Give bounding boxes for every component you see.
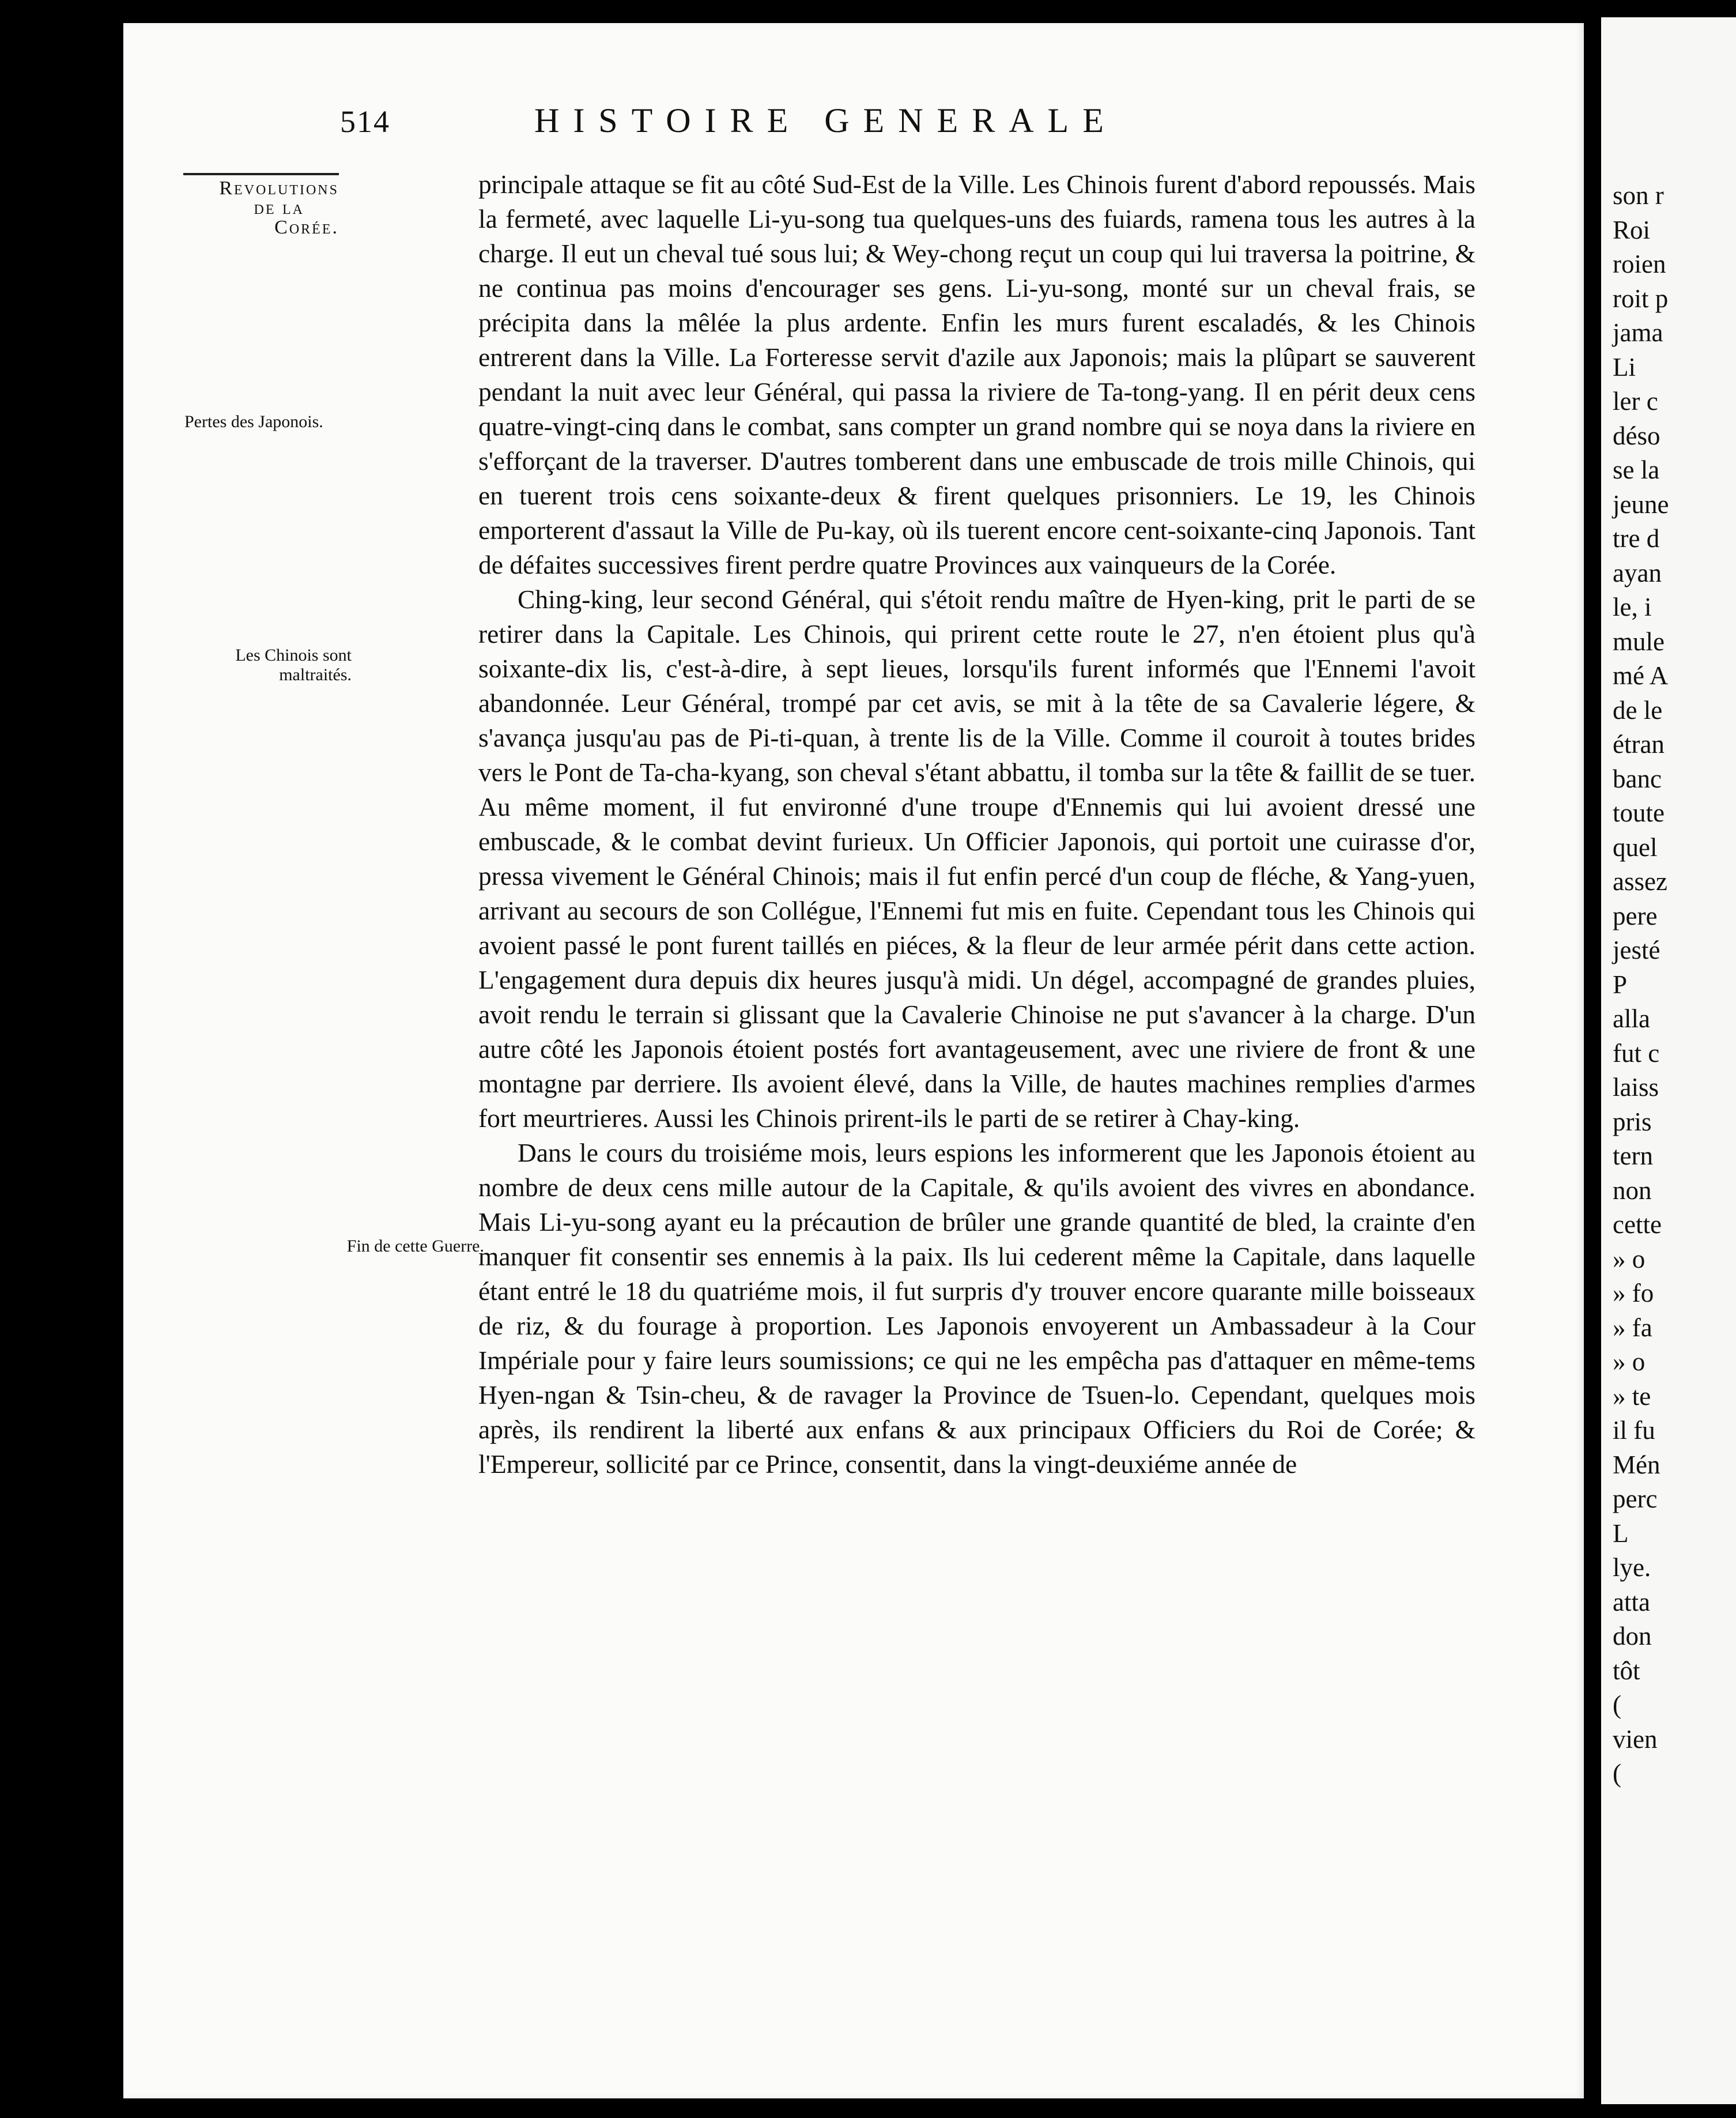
section-note-line: de la [254, 197, 304, 218]
facing-page-line: ( [1613, 1690, 1621, 1719]
facing-page-line: » te [1613, 1381, 1651, 1411]
facing-page-line: vien [1613, 1724, 1658, 1754]
facing-page-line: alla [1613, 1004, 1650, 1033]
margin-note-chinois: Les Chinois sont maltraités. [235, 646, 352, 684]
facing-page-line: » o [1613, 1244, 1646, 1273]
facing-page-line: non [1613, 1175, 1652, 1205]
facing-page-line: roit p [1613, 284, 1669, 313]
paragraph: Ching-king, leur second Général, qui s'étoit rendu maître de Hyen-king, prit le parti de se retirer dans la Capitale. Les Chinois, qui prirent cette route le 27, n'en étoient plus qu'à soixante-dix lis, c'est-à-dire, à sept lieues, lorsqu'ils furent informés que l'Ennemi l'avoit abandonnée. Leur Général, trompé par cet avis, se mit à la tête de sa Cavalerie légere, & s'avança jusqu'au pas de Pi-ti-quan, à trente lis de la Ville. Comme il couroit à toutes brides vers le Pont de Ta-cha-kyang, son cheval s'étant abbattu, il tomba sur la tête & faillit de se tuer. Au même moment, il fut environné d'une troupe d'Ennemis qui lui avoient dressé une embuscade, & le combat devint furieux. Un Officier Japonois, qui portoit une cuirasse d'or, pressa vivement le Général Chinois; mais il fut enfin percé d'un coup de fléche, & Yang-yuen, arrivant au secours de son Collégue, l'Ennemi fut mis en fuite. Cependant tous les Chinois qui avoient passé le pont furent taillés en piéces, & la fleur de leur armée périt dans cette action. L'engagement dura depuis dix heures jusqu'à midi. Un dégel, accompagné de grandes pluies, avoit rendu le terrain si glissant que la Cavalerie Chinoise ne put s'avancer à la charge. D'un autre côté les Japonois étoient postés fort avantageusement, avec une riviere de front & une montagne par derriere. Ils avoient élevé, dans la Ville, de hautes machines remplies d'armes fort meurtrieres. Aussi les Chinois prirent-ils le parti de se retirer à Chay-king. [478, 585, 1475, 1133]
section-note-line: Revolutions [219, 178, 339, 199]
page-number: 514 [340, 104, 390, 139]
facing-page-line: pere [1613, 901, 1658, 930]
facing-page-line: étran [1613, 730, 1665, 759]
facing-page-line: mule [1613, 627, 1665, 656]
facing-page-line: atta [1613, 1587, 1650, 1616]
facing-page [1601, 17, 1736, 2104]
facing-page-line: fut c [1613, 1038, 1660, 1068]
facing-page-line: le, i [1613, 593, 1652, 621]
facing-page-line: perc [1613, 1484, 1658, 1513]
facing-page-line: Li [1613, 352, 1636, 382]
facing-page-line: Mén [1613, 1450, 1660, 1479]
facing-page-line: quel [1613, 832, 1658, 862]
facing-page-line: de le [1613, 695, 1663, 725]
body-text [478, 167, 1475, 1482]
facing-page-line: Roi [1613, 215, 1651, 244]
margin-note-fin: Fin de cette Guerre. [346, 1237, 484, 1256]
facing-page-line: » fo [1613, 1279, 1654, 1307]
section-note-line: Corée. [274, 217, 339, 238]
facing-page-line: P [1613, 970, 1628, 999]
facing-page-line: don [1613, 1622, 1652, 1650]
facing-page-line: son r [1613, 181, 1664, 210]
facing-page-line: tern [1613, 1141, 1653, 1170]
facing-page-line: laiss [1613, 1073, 1659, 1102]
facing-page-line: banc [1613, 764, 1662, 793]
facing-page-line: L [1613, 1518, 1629, 1548]
facing-page-text [1613, 179, 1669, 1791]
facing-page-line: il fu [1613, 1416, 1655, 1445]
facing-page-line: ayan [1613, 558, 1662, 587]
facing-page-line: mé A [1613, 661, 1669, 690]
facing-page-line: lye. [1613, 1553, 1651, 1582]
facing-page-line: ler c [1613, 387, 1658, 416]
facing-page-line: » o [1613, 1347, 1646, 1376]
facing-page-line: se la [1613, 455, 1660, 484]
facing-page-line: jeune [1613, 489, 1669, 519]
facing-page-line: cette [1613, 1210, 1662, 1239]
section-margin-note [183, 173, 339, 238]
facing-page-line: assez [1613, 867, 1667, 896]
facing-page-line: pris [1613, 1107, 1652, 1136]
facing-page-line: toute [1613, 798, 1665, 827]
facing-page-line: jesté [1613, 936, 1660, 964]
facing-page-line: roien [1613, 250, 1666, 278]
facing-page-line: » fa [1613, 1313, 1652, 1342]
running-head [340, 101, 1308, 153]
facing-page-line: tôt [1613, 1656, 1640, 1685]
page-title: HISTOIRE GENERALE [534, 101, 1118, 140]
facing-page-line: ( [1613, 1759, 1621, 1788]
margin-note-pertes: Pertes des Japonois. [184, 412, 323, 431]
paragraph: Dans le cours du troisiéme mois, leurs espions les informerent que les Japonois étoient au nombre de deux cens mille autour de la Capitale, & qu'ils avoient des vivres en abondance. Mais Li-yu-song ayant eu la précaution de brûler une grande quantité de bled, la crainte d'en manquer fit consentir ses ennemis à la paix. Ils lui cederent même la Capitale, dans laquelle étant entré le 18 du quatriéme mois, il fut surpris d'y trouver encore quarante mille boisseaux de riz, & du fourage à proportion. Les Japonois envoyerent un Ambassadeur à la Cour Impériale pour y faire leurs soumissions; ce qui ne les empêcha pas d'attaquer en même-tems Hyen-ngan & Tsin-cheu, & de ravager la Province de Tsuen-lo. Cependant, quelques mois après, ils rendirent la liberté aux enfans & aux principaux Officiers du Roi de Corée; & l'Empereur, sollicité par ce Prince, consentit, dans la vingt-deuxiéme année de [478, 1138, 1475, 1479]
facing-page-line: jama [1613, 318, 1663, 347]
facing-page-line: tre d [1613, 524, 1660, 553]
facing-page-line: déso [1613, 421, 1660, 450]
paragraph: principale attaque se fit au côté Sud-Est de la Ville. Les Chinois furent d'abord repoussés. Mais la fermeté, avec laquelle Li-yu-song tua quelques-uns des fuiards, ramena tous les autres à la charge. Il eut un cheval tué sous lui; & Wey-chong reçut un coup qui lui traversa la poitrine, & ne continua pas moins d'encourager ses gens. Li-yu-song, monté sur un cheval frais, se précipita dans la mêlée la plus ardente. Enfin les murs furent escaladés, & les Chinois entrerent dans la Ville. La Forteresse servit d'azile aux Japonois; mais la plûpart se sauverent pendant la nuit avec leur Général, qui passa la riviere de Ta-tong-yang. Il en périt deux cens quatre-vingt-cinq dans le combat, sans compter un grand nombre qui se noya dans la riviere en s'efforçant de la traverser. D'autres tomberent dans une embuscade de trois mille Chinois, qui en tuerent trois cens soixante-deux & firent quelques prisonniers. Le 19, les Chinois emporterent d'assaut la Ville de Pu-kay, où ils tuerent encore cent-soixante-cinq Japonois. Tant de défaites successives firent perdre quatre Provinces aux vainqueurs de la Corée. [478, 169, 1475, 579]
